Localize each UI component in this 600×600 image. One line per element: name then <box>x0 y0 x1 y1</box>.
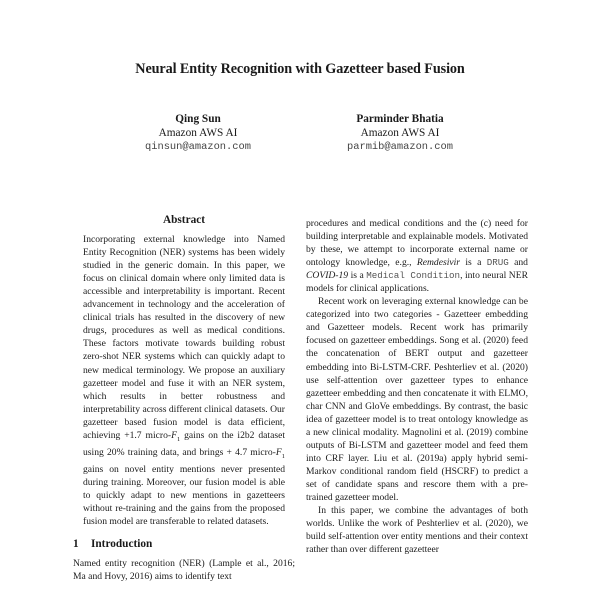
abstract-text: gains on novel entity mentions never presented during training. Moreover, our fusion model is able to quickly adapt to new mentions in gazetteers without re-training and the gains from the proposed fusion model are transferable to related datasets. <box>83 463 285 527</box>
entity-type-label: DRUG <box>486 257 509 269</box>
section-heading-introduction <box>73 538 295 551</box>
author-email: qinsun@amazon.com <box>144 141 251 153</box>
intro-paragraph: Recent work on leveraging external knowledge can be categorized into two categories - Gazetteer embedding and Gazetteer models. Recent work has primarily focused on gazetteer embeddings. Song et al. (2020) feed the concatenation of BERT output and gazetteer embedding into Bi-LSTM-CRF. Peshterliev et al. (2020) use self-attention over gazetteer types to enhance gazetteer embedding and then concatenate it with ELMO, char CNN and GloVe embeddings. By contrast, the basic idea of gazetteer model is to treat ontology knowledge as a new clinical modality. Magnolini et al. (2019) combine outputs of Bi-LSTM and gazetteer model and feed them into CRF layer. Liu et al. (2019a) apply hybrid semi-Markov conditional random field (HSCRF) to predict a set of candidate spans and rescore them with a pre-trained gazetteer model. <box>306 296 528 503</box>
section-number: 1 <box>73 537 79 550</box>
body-text: procedures and medical conditions and the (c) need for building interpretable and explainable models. Motivated by these, we attempt to incorporate external name or ontology knowledge, e.g., <box>306 218 528 269</box>
f1-subscript: 1 <box>281 452 285 460</box>
entity-example: COVID-19 <box>306 270 349 282</box>
left-column <box>73 214 295 583</box>
author-name: Qing Sun <box>175 113 221 125</box>
body-text: , into neural NER models for clinical applications. <box>306 270 528 295</box>
paper-title: Neural Entity Recognition with Gazetteer based Fusion <box>135 61 465 77</box>
author-name: Parminder Bhatia <box>356 113 444 125</box>
abstract-text: Incorporating external knowledge into Named Entity Recognition (NER) systems has been widely studied in the generic domain. In this paper, we focus on clinical domain where only limited data is accessible and interpretability is important. Recent advancement in technology and the acceleration of clinical trials has resulted in the discovery of new drugs, procedures as well as medical conditions. These factors motivate towards building robust zero-shot NER systems which can quickly adapt to new medical terminology. We propose an auxiliary gazetteer model and fuse it with an NER system, which results in better robustness and interpretability across different clinical datasets. Our gazetteer based fusion model is data efficient, achieving +1.7 micro- <box>83 234 285 441</box>
abstract-text: gains on the i2b2 dataset using 20% training data, and brings + 4.7 micro- <box>83 429 286 458</box>
intro-paragraph: Named entity recognition (NER) (Lample et al., 2016; Ma and Hovy, 2016) aims to identify text <box>73 557 295 582</box>
f1-symbol: F <box>275 446 282 458</box>
abstract-body <box>83 233 285 528</box>
intro-paragraph-continued <box>306 217 528 295</box>
body-text: is a <box>460 257 487 269</box>
entity-type-label: Medical Condition <box>366 270 461 282</box>
author-affiliation: Amazon AWS AI <box>158 127 238 139</box>
f1-subscript: 1 <box>176 435 181 443</box>
right-column <box>306 217 528 556</box>
intro-paragraph: In this paper, we combine the advantages of both worlds. Unlike the work of Peshterliev et al. (2020), we build self-attention over entity mentions and their context rather than over different gazetteer <box>306 505 528 556</box>
body-text: is a <box>348 270 367 282</box>
f1-symbol: F <box>171 429 177 441</box>
author-email: parmib@amazon.com <box>346 141 453 153</box>
author-affiliation: Amazon AWS AI <box>360 127 440 139</box>
author-block-1 <box>88 112 308 154</box>
entity-example: Remdesivir <box>416 257 461 269</box>
section-title: Introduction <box>91 537 153 550</box>
author-block-2 <box>290 112 510 154</box>
abstract-heading: Abstract <box>162 214 206 226</box>
body-text: and <box>508 257 528 269</box>
